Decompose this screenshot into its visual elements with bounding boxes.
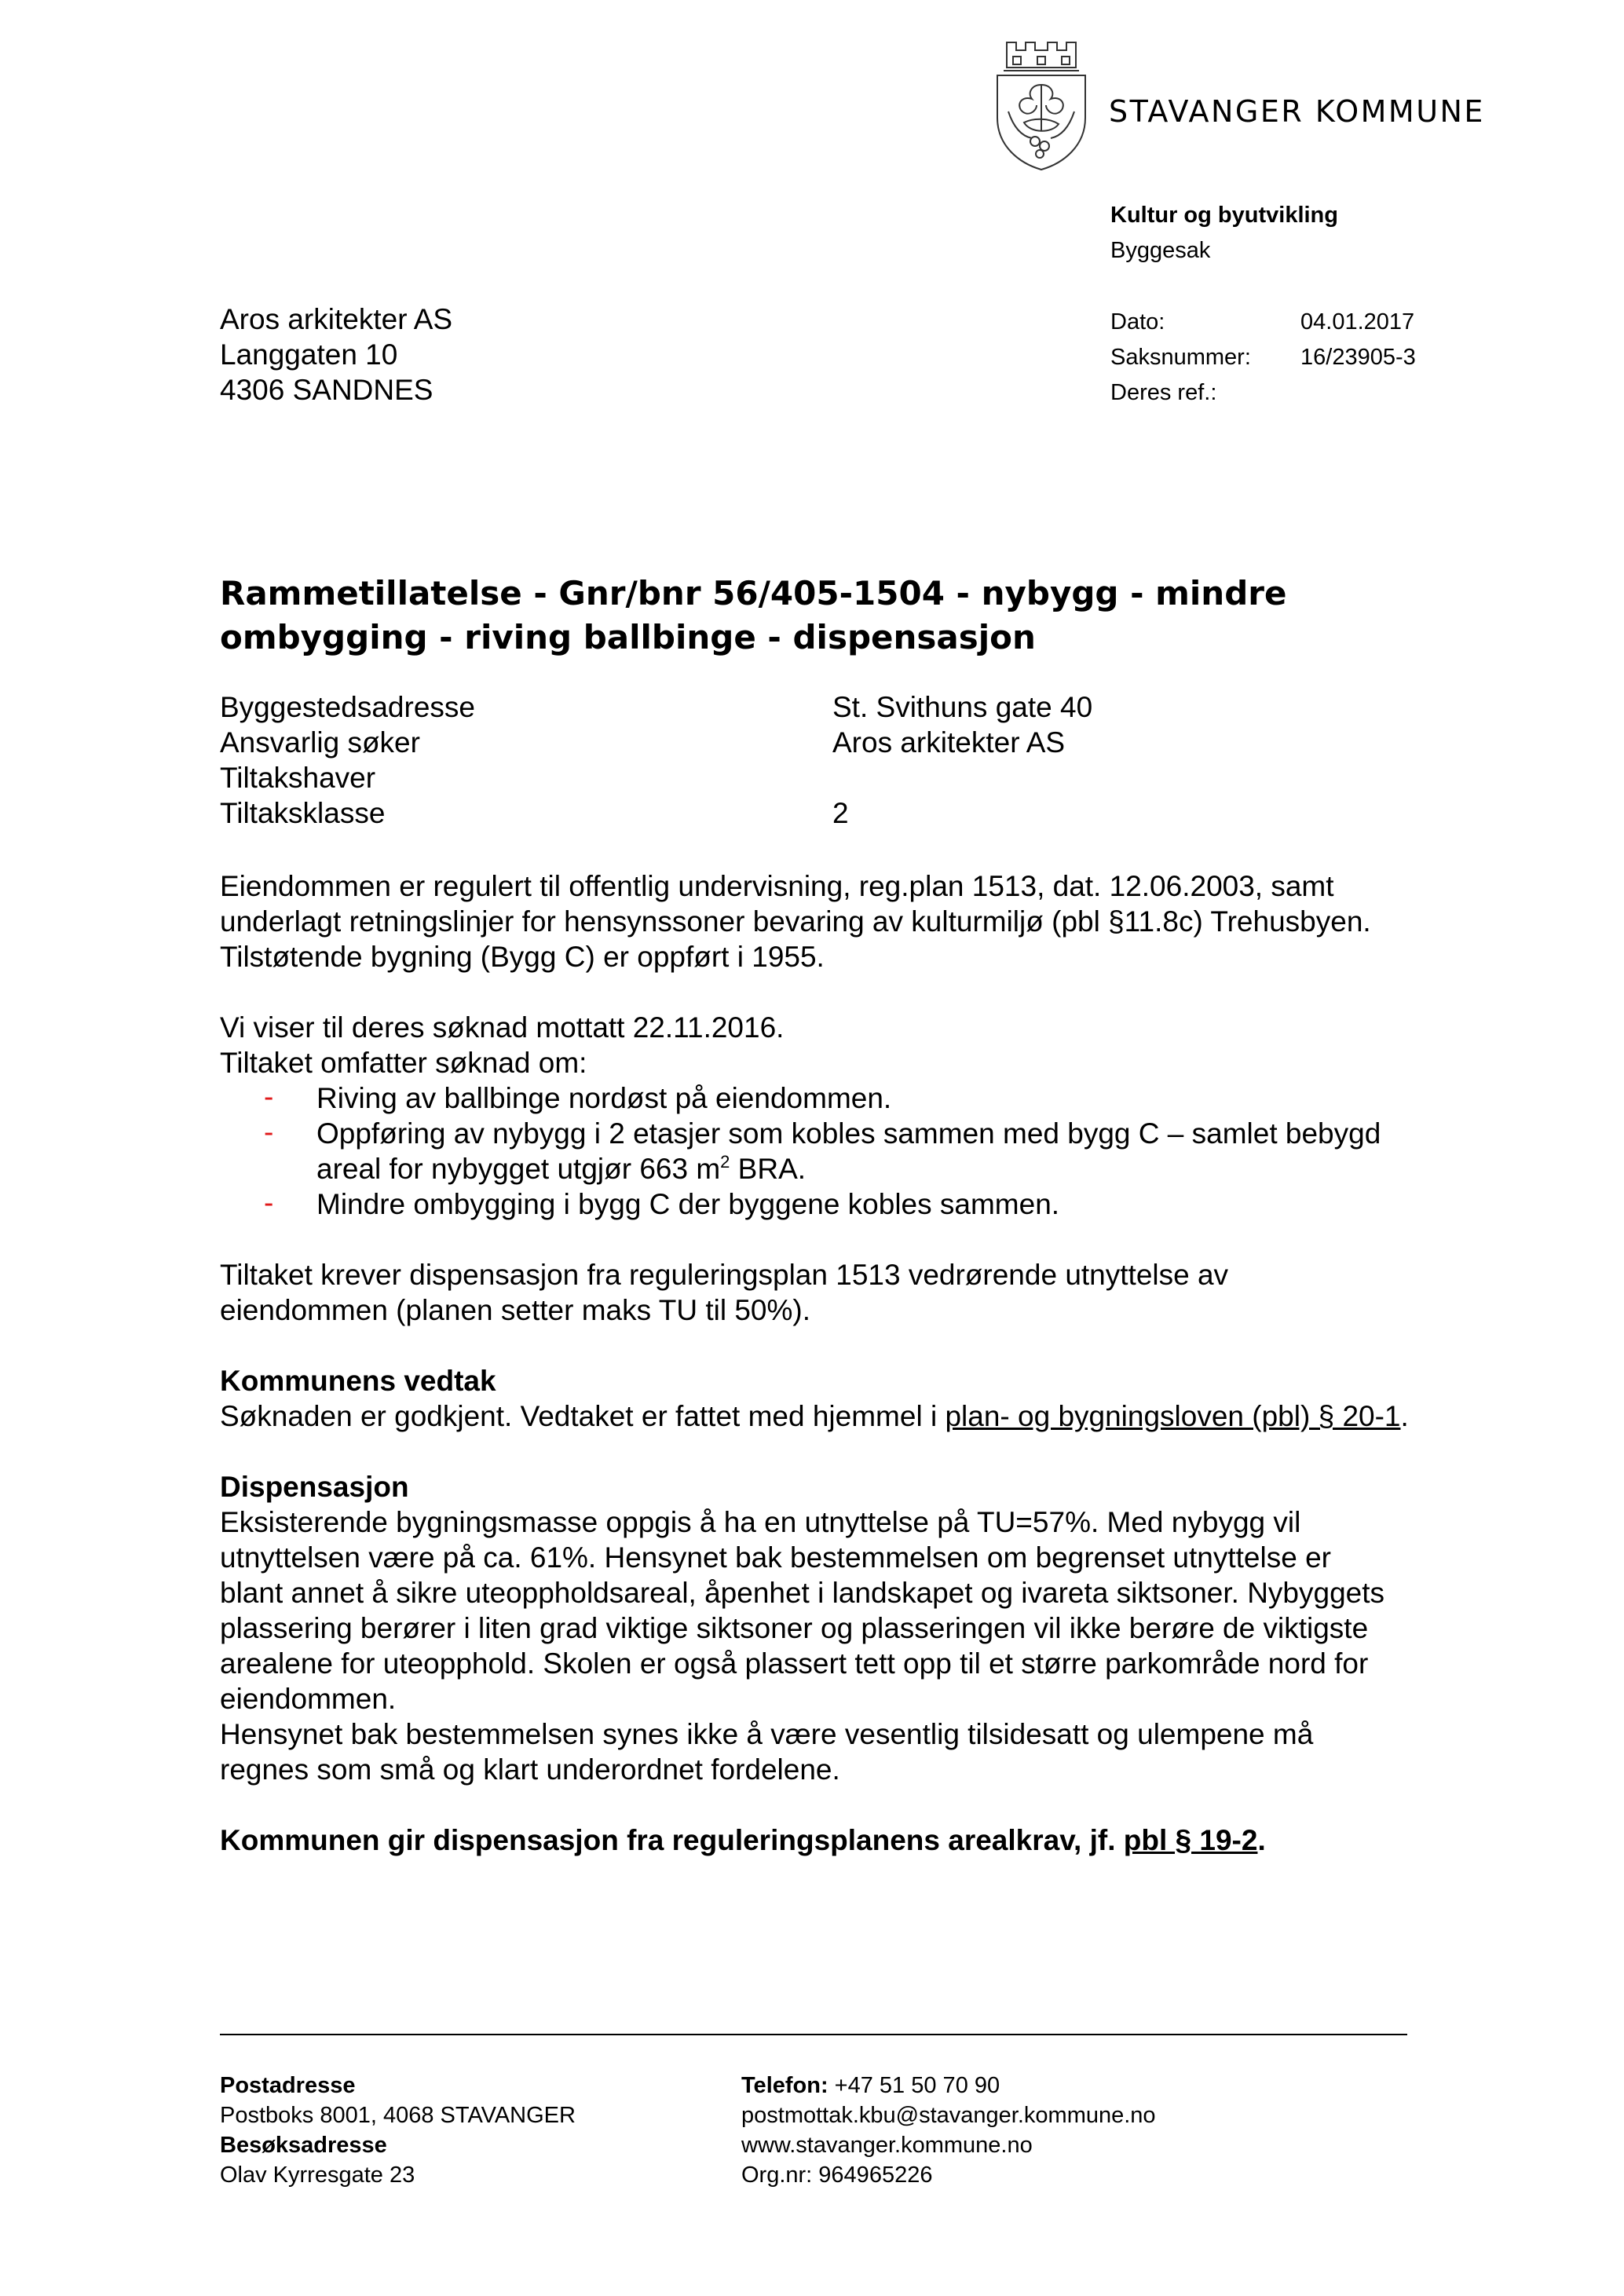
paragraph-zoning xyxy=(220,868,1445,974)
owner-label: Tiltakshaver xyxy=(220,762,376,794)
paragraph-application xyxy=(220,1010,1445,1080)
bullet-dash: - xyxy=(264,1080,274,1113)
text-line: Eiendommen er regulert til offentlig undervisning, reg.plan 1513, dat. 12.06.2003, samt xyxy=(220,870,1334,902)
text-span: BRA. xyxy=(730,1153,807,1185)
your-ref-label: Deres ref.: xyxy=(1110,380,1217,405)
text-line: underlagt retningslinjer for hensynssoner bevaring av kulturmiljø (pbl §11.8c) Trehusbyen. xyxy=(220,905,1371,938)
department-name: Kultur og byutvikling xyxy=(1110,203,1338,228)
case-number-value: 16/23905-3 xyxy=(1300,345,1416,370)
org-name: STAVANGER KOMMUNE xyxy=(1109,94,1485,129)
org-number: Org.nr: 964965226 xyxy=(741,2163,933,2188)
phone-label: Telefon: xyxy=(741,2073,828,2098)
final-decision xyxy=(220,1823,1445,1858)
list-item xyxy=(316,1116,1381,1186)
text-line: arealene for uteopphold. Skolen er også plassert tett opp til et større parkområde nord for xyxy=(220,1647,1369,1680)
text-line: Vi viser til deres søknad mottatt 22.11.2016. xyxy=(220,1011,785,1044)
text-line: Tiltaket omfatter søknad om: xyxy=(220,1047,587,1079)
visit-address-value: Olav Kyrresgate 23 xyxy=(220,2163,415,2188)
recipient-postal: 4306 SANDNES xyxy=(220,374,433,406)
email-link[interactable]: postmottak.kbu@stavanger.kommune.no xyxy=(741,2103,1156,2128)
postal-address-label: Postadresse xyxy=(220,2073,356,2098)
text-line: Hensynet bak bestemmelsen synes ikke å være vesentlig tilsidesatt og ulempene må xyxy=(220,1718,1314,1750)
text-line: regnes som små og klart underordnet fordelene. xyxy=(220,1753,840,1786)
date-value: 04.01.2017 xyxy=(1300,309,1415,335)
applicant-label: Ansvarlig søker xyxy=(220,726,420,759)
text-span: areal for nybygget utgjør 663 m xyxy=(316,1153,721,1185)
date-label: Dato: xyxy=(1110,309,1165,335)
text-line: utnyttelsen være på ca. 61%. Hensynet bak bestemmelsen om begrenset utnyttelse er xyxy=(220,1541,1331,1574)
text-line: Oppføring av nybygg i 2 etasjer som kobles sammen med bygg C – samlet bebygd xyxy=(316,1117,1381,1150)
text-line: blant annet å sikre uteoppholdsareal, åpenhet i landskapet og ivareta siktsoner. Nybyggets xyxy=(220,1577,1385,1609)
list-item: Riving av ballbinge nordøst på eiendommen. xyxy=(316,1082,892,1114)
bullet-dash: - xyxy=(264,1186,274,1219)
section-name: Byggesak xyxy=(1110,238,1211,263)
text-span: Kommunen gir dispensasjon fra reguleringsplanens arealkrav, jf. xyxy=(220,1824,1124,1856)
build-address-value: St. Svithuns gate 40 xyxy=(832,691,1093,723)
coat-of-arms-logo xyxy=(993,36,1090,173)
class-value: 2 xyxy=(832,797,849,829)
title-line-1: Rammetillatelse - Gnr/bnr 56/405-1504 - nybygg - mindre xyxy=(220,574,1287,612)
postal-address-value: Postboks 8001, 4068 STAVANGER xyxy=(220,2103,576,2128)
pbl-19-2-link[interactable]: pbl § 19-2 xyxy=(1123,1824,1258,1856)
pbl-20-1-link[interactable]: plan- og bygningsloven (pbl) § 20-1 xyxy=(945,1400,1401,1432)
class-label: Tiltaksklasse xyxy=(220,797,386,829)
heading-dispensation: Dispensasjon xyxy=(220,1471,409,1503)
phone xyxy=(741,2073,1000,2099)
text-line: plassering berører i liten grad viktige siktsoner og plasseringen vil ikke berøre de viktigste xyxy=(220,1612,1369,1644)
text-line: Tilstøtende bygning (Bygg C) er oppført i 1955. xyxy=(220,941,825,973)
list-item: Mindre ombygging i bygg C der byggene kobles sammen. xyxy=(316,1188,1060,1220)
recipient-name: Aros arkitekter AS xyxy=(220,303,453,335)
text-span: Søknaden er godkjent. Vedtaket er fattet med hjemmel i xyxy=(220,1400,946,1432)
decision-text xyxy=(220,1398,1445,1434)
text-line xyxy=(316,1151,1381,1186)
case-number-label: Saksnummer: xyxy=(1110,345,1251,370)
text-span: . xyxy=(1257,1824,1266,1856)
document-title xyxy=(220,572,1445,660)
build-address-label: Byggestedsadresse xyxy=(220,691,475,723)
phone-value: +47 51 50 70 90 xyxy=(828,2073,1000,2098)
visit-address-label: Besøksadresse xyxy=(220,2133,387,2158)
text-line: Eksisterende bygningsmasse oppgis å ha en utnyttelse på TU=57%. Med nybygg vil xyxy=(220,1506,1301,1538)
heading-decision: Kommunens vedtak xyxy=(220,1365,496,1397)
text-line: Tiltaket krever dispensasjon fra reguleringsplan 1513 vedrørende utnyttelse av xyxy=(220,1259,1229,1291)
paragraph-dispensation xyxy=(220,1504,1445,1787)
bullet-dash: - xyxy=(264,1116,274,1148)
paragraph-dispensation-need xyxy=(220,1257,1445,1328)
applicant-value: Aros arkitekter AS xyxy=(832,726,1066,759)
superscript: 2 xyxy=(720,1152,730,1172)
text-span: . xyxy=(1400,1400,1409,1432)
title-line-2: ombygging - riving ballbinge - dispensasjon xyxy=(220,618,1036,656)
website-link[interactable]: www.stavanger.kommune.no xyxy=(741,2133,1033,2158)
text-line: eiendommen (planen setter maks TU til 50%). xyxy=(220,1294,810,1326)
text-line: eiendommen. xyxy=(220,1683,397,1715)
recipient-street: Langgaten 10 xyxy=(220,338,398,371)
footer-divider xyxy=(220,2034,1407,2035)
